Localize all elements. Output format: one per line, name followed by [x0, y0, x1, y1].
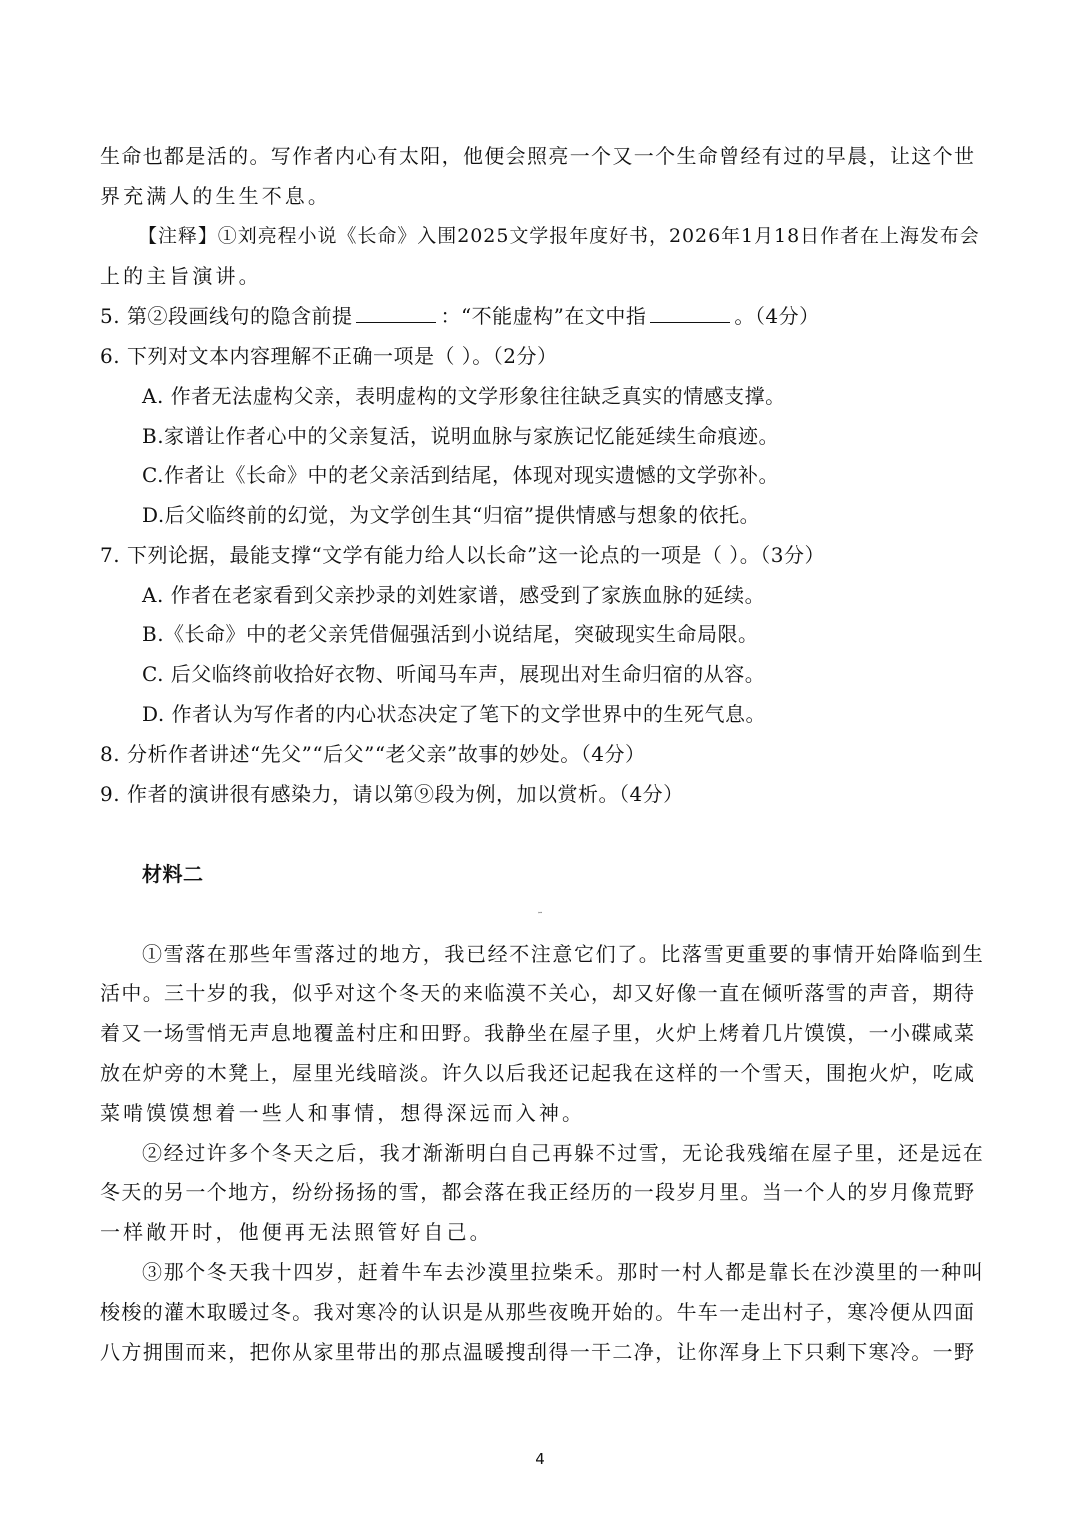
question-5-part3: 。（4分） — [734, 304, 820, 328]
material-2-line-10: 梭梭的灌木取暖过冬。我对寒冷的认识是从那些夜晚开始的。牛车一走出村子，寒冷便从四面 — [100, 1300, 976, 1324]
question-9: 9. 作者的演讲很有感染力，请以第⑨段为例，加以赏析。（4分） — [100, 782, 684, 806]
material-2-line-7: 冬天的另一个地方，纷纷扬扬的雪，都会落在我正经历的一段岁月里。当一个人的岁月像荒野 — [100, 1180, 976, 1204]
answer-blank-1[interactable] — [356, 304, 436, 323]
question-6-option-b: B.家谱让作者心中的父亲复活，说明血脉与家族记忆能延续生命痕迹。 — [142, 424, 780, 448]
material-2-line-5: 菜啃馍馍想着一些人和事情，想得深远而入神。 — [100, 1101, 586, 1125]
question-6-option-d: D.后父临终前的幻觉，为文学创生其“归宿”提供情感与想象的依托。 — [142, 503, 761, 527]
material-2-line-9: ③那个冬天我十四岁，赶着牛车去沙漠里拉柴禾。那时一村人都是靠长在沙漠里的一种叫 — [142, 1260, 985, 1284]
material-2-line-8: 一样敞开时，他便再无法照管好自己。 — [100, 1220, 493, 1244]
question-6-option-c: C.作者让《长命》中的老父亲活到结尾，体现对现实遗憾的文学弥补。 — [142, 463, 779, 487]
material-2-line-1: ①雪落在那些年雪落过的地方，我已经不注意它们了。比落雪更重要的事情开始降临到生 — [142, 942, 985, 966]
note-line-1: 【注释】①刘亮程小说《长命》入围2025文学报年度好书，2026年1月18日作者在上海发布会 — [138, 225, 980, 247]
page-number: 4 — [535, 1450, 545, 1468]
question-6-option-a: A. 作者无法虚构父亲，表明虚构的文学形象往往缺乏真实的情感支撑。 — [142, 384, 786, 408]
passage1-line-2: 界充满人的生生不息。 — [100, 184, 331, 208]
material-2-line-11: 八方拥围而来，把你从家里带出的那点温暖搜刮得一干二净，让你浑身上下只剩下寒冷。一野 — [100, 1340, 976, 1364]
answer-blank-2[interactable] — [650, 304, 730, 323]
material-2-line-6: ②经过许多个冬天之后，我才渐渐明白自己再躲不过雪，无论我残缩在屋子里，还是远在 — [142, 1141, 985, 1165]
material-2-line-4: 放在炉旁的木凳上，屋里光线暗淡。许久以后我还记起我在这样的一个雪天，围抱火炉，吃咸 — [100, 1061, 976, 1085]
question-5-part2: ：“不能虚构”在文中指 — [440, 304, 647, 328]
question-7-option-c: C. 后父临终前收拾好衣物、听闻马车声，展现出对生命归宿的从容。 — [142, 662, 766, 686]
material-2-title: 寒风吹彻 — [538, 913, 542, 914]
question-7-option-b: B.《长命》中的老父亲凭借倔强活到小说结尾，突破现实生命局限。 — [142, 622, 759, 646]
material-2-line-2: 活中。三十岁的我，似乎对这个冬天的来临漠不关心，却又好像一直在倾听落雪的声音，期待 — [100, 981, 976, 1005]
note-line-2: 上的主旨演讲。 — [100, 264, 262, 288]
question-5 — [100, 302, 820, 330]
question-6: 6. 下列对文本内容理解不正确一项是（ ）。（2分） — [100, 344, 558, 368]
passage1-line-1: 生命也都是活的。写作者内心有太阳，他便会照亮一个又一个生命曾经有过的早晨，让这个世 — [100, 144, 976, 168]
material-2-heading: 材料二 — [142, 862, 204, 886]
question-5-part1: 5. 第②段画线句的隐含前提 — [100, 304, 353, 328]
question-7-option-d: D. 作者认为写作者的内心状态决定了笔下的文学世界中的生死气息。 — [142, 702, 767, 726]
question-7: 7. 下列论据，最能支撑“文学有能力给人以长命”这一论点的一项是（ ）。（3分） — [100, 543, 825, 567]
question-7-option-a: A. 作者在老家看到父亲抄录的刘姓家谱，感受到了家族血脉的延续。 — [142, 583, 766, 607]
question-8: 8. 分析作者讲述“先父”“后父”“老父亲”故事的妙处。（4分） — [100, 742, 646, 766]
material-2-line-3: 着又一场雪悄无声息地覆盖村庄和田野。我静坐在屋子里，火炉上烤着几片馍馍，一小碟咸菜 — [100, 1021, 976, 1045]
